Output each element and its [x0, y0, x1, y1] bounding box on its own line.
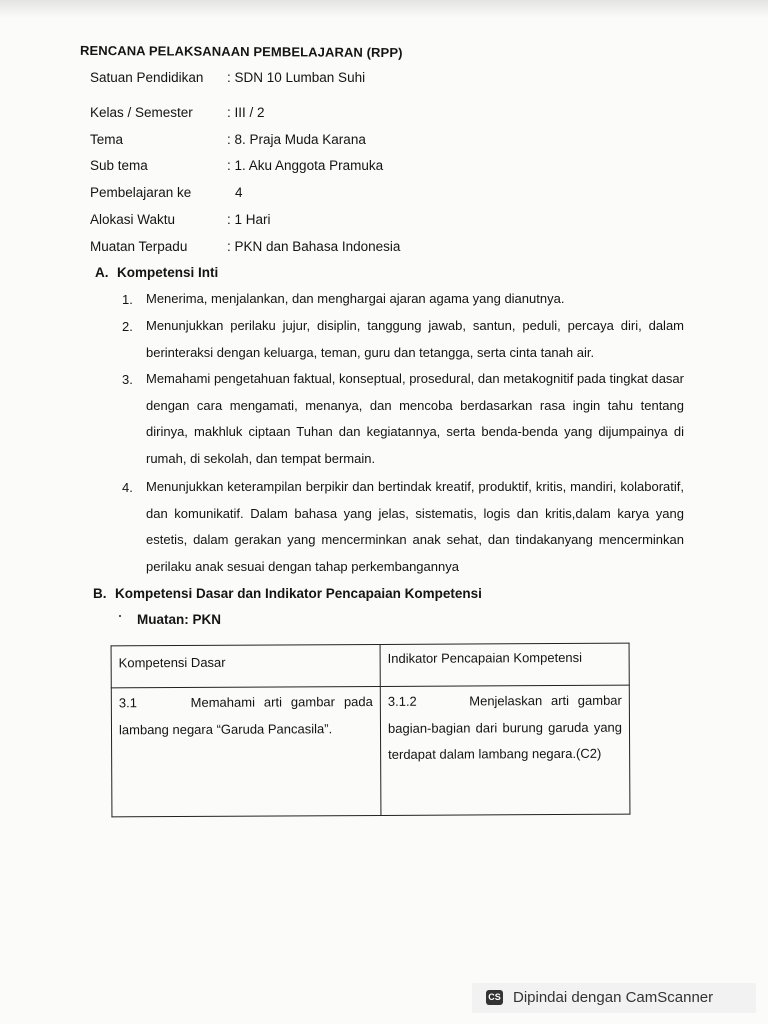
identity-label: Kelas / Semester — [90, 105, 193, 120]
identity-value: : 8. Praja Muda Karana — [227, 132, 366, 147]
item-text: Memahami pengetahuan faktual, konseptual, prosedural, dan metakognitif pada tingkat dasar dengan cara mengamati, menanya, dan mencoba berdasarkan rasa ingin tahu tentang dirinya, makhluk ciptaan Tuhan dan kegiatannya, serta benda-benda yang dijumpainya di rumah, di sekolah, dan tempat bermain. — [146, 371, 684, 466]
identity-value: : PKN dan Bahasa Indonesia — [227, 239, 401, 254]
item-text: Menunjukkan keterampilan berpikir dan bertindak kreatif, produktif, kritis, mandiri, kolaboratif, dan komunikatif. Dalam bahasa yang jelas, sistematis, logis dan kritis,dalam karya yang estetis, dalam gerakan yang mencerminkan anak sehat, dan tindakanyang mencerminkan perilaku anak sesuai dengan tahap perkembangannya — [146, 479, 684, 574]
item-text: Menerima, menjalankan, dan menghargai ajaran agama yang dianutnya. — [146, 291, 565, 306]
table-row — [111, 685, 630, 817]
item-number: 1. — [122, 292, 133, 307]
identity-label: Satuan Pendidikan — [90, 70, 204, 85]
identity-row-muatan — [90, 239, 400, 254]
identity-label: Sub tema — [90, 158, 148, 173]
table-cell-kompetensi-dasar: 3.1 Memahami arti gambar pada lambang negara “Garuda Pancasila”. — [111, 686, 381, 816]
item-number: 4. — [122, 480, 133, 495]
item-text: Menunjukkan perilaku jujur, disiplin, tanggung jawab, santun, peduli, percaya diri, dalam berinteraksi dengan keluarga, teman, guru dan tetangga, serta cinta tanah air. — [146, 318, 684, 360]
kompetensi-inti-item-4 — [122, 480, 684, 586]
section-b-heading — [93, 586, 482, 601]
identity-value: 4 — [235, 185, 243, 200]
identity-row-kelas — [90, 105, 265, 120]
section-title: Kompetensi Dasar dan Indikator Pencapaian Kompetensi — [115, 586, 482, 601]
identity-value: : SDN 10 Lumban Suhi — [227, 70, 366, 85]
document-title: RENCANA PELAKSANAAN PEMBELAJARAN (RPP) — [79, 42, 403, 61]
identity-label: Alokasi Waktu — [90, 212, 176, 227]
identity-label: Pembelajaran ke — [90, 185, 192, 200]
camscanner-logo-icon: CS — [486, 990, 503, 1005]
scan-edge-shadow — [0, 0, 768, 18]
identity-row-tema — [90, 132, 366, 147]
kompetensi-inti-item-3 — [122, 372, 684, 478]
table-header-row — [111, 643, 629, 688]
item-number: 3. — [122, 372, 133, 387]
identity-value: : 1. Aku Anggota Pramuka — [227, 158, 384, 173]
identity-value: : 1 Hari — [227, 212, 271, 227]
table-cell-indikator: 3.1.2 Menjelaskan arti gambar bagian-bagian dari burung garuda yang terdapat dalam lambang negara.(C2) — [380, 685, 630, 815]
item-number: 2. — [122, 319, 133, 334]
section-number: A. — [95, 265, 109, 280]
section-title: Kompetensi Inti — [117, 265, 219, 280]
muatan-label: Muatan: PKN — [137, 612, 221, 627]
identity-label: Muatan Terpadu — [90, 239, 188, 254]
stray-mark — [119, 615, 121, 617]
column-header-indikator: Indikator Pencapaian Kompetensi — [380, 643, 629, 686]
camscanner-watermark — [472, 983, 756, 1013]
column-header-kompetensi-dasar: Kompetensi Dasar — [111, 644, 380, 687]
section-number: B. — [93, 586, 107, 601]
watermark-text: Dipindai dengan CamScanner — [513, 989, 714, 1006]
kompetensi-table — [111, 643, 631, 818]
section-a-heading — [95, 265, 218, 280]
identity-row-pembelajaran — [90, 185, 243, 200]
kompetensi-inti-item-2 — [122, 319, 684, 372]
identity-label: Tema — [90, 132, 124, 147]
identity-row-subtema — [90, 158, 383, 173]
identity-row-satuan — [90, 70, 365, 85]
identity-row-alokasi — [90, 212, 271, 227]
identity-value: : III / 2 — [227, 105, 265, 120]
